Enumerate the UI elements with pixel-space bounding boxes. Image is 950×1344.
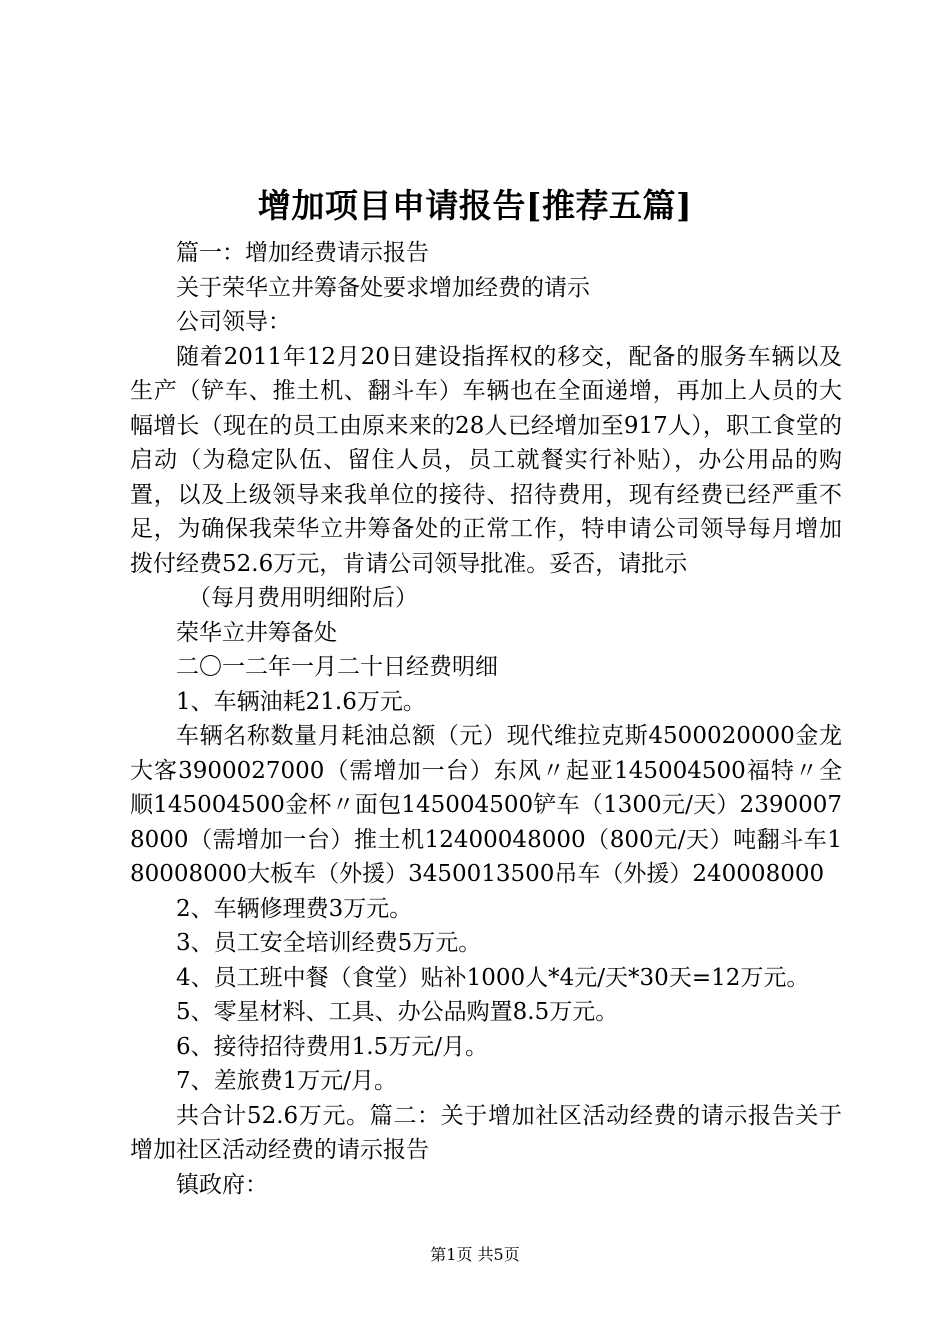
- document-body: [130, 236, 842, 1202]
- paragraph-item-6: 6、接待招待费用1.5万元/月。: [176, 1033, 488, 1060]
- paragraph-item-5: 5、零星材料、工具、办公品购置8.5万元。: [176, 999, 619, 1025]
- paragraph-item-3: 3、员工安全培训经费5万元。: [176, 930, 482, 956]
- document-title: 增加项目申请报告[推荐五篇]: [257, 186, 693, 225]
- paragraph-recipient: 镇政府：: [176, 1171, 268, 1198]
- paragraph-item-7: 7、差旅费1万元/月。: [176, 1068, 398, 1094]
- paragraph-sender: 荣华立井筹备处: [176, 619, 337, 646]
- paragraph-total-and-section-two: 共合计52.6万元。篇二：关于增加社区活动经费的请示报告关于增加社区活动经费的请示报告: [130, 1102, 842, 1163]
- page-number-footer: 第1页 共5页: [430, 1245, 520, 1264]
- paragraph-vehicle-list: 车辆名称数量月耗油总额（元）现代维拉克斯4500020000金龙大客3900027000（需增加一台）东风〃起亚145004500福特〃全顺145004500金杯〃面包145004500铲车（1300元/天）23900078000（需增加一台）推土机12400048000（800元/天）吨翻斗车180008000大板车（外援）3450013500吊车（外援）240008000: [130, 723, 842, 887]
- paragraph-item-1: 1、车辆油耗21.6万元。: [176, 688, 426, 715]
- paragraph-attachment-note: （每月费用明细附后）: [188, 585, 418, 611]
- paragraph-request-title: 关于荣华立井筹备处要求增加经费的请示: [176, 274, 590, 301]
- paragraph-section-heading: 篇一：增加经费请示报告: [176, 240, 429, 266]
- paragraph-main-request: 随着2011年12月20日建设指挥权的移交，配备的服务车辆以及生产（铲车、推土机、翻斗车）车辆也在全面递增，再加上人员的大幅增长（现在的员工由原来来的28人已经增加至917人），职工食堂的启动（为稳定队伍、留住人员，员工就餐实行补贴），办公用品的购置，以及上级领导来我单位的接待、招待费用，现有经费已经严重不足，为确保我荣华立井筹备处的正常工作，特申请公司领导每月增加拨付经费52.6万元，肯请公司领导批准。妥否，请批示: [130, 343, 842, 577]
- paragraph-item-2: 2、车辆修理费3万元。: [176, 895, 413, 922]
- paragraph-item-4: 4、员工班中餐（食堂）贴补1000人*4元/天*30天=12万元。: [176, 964, 810, 991]
- paragraph-date-details: 二〇一二年一月二十日经费明细: [176, 654, 498, 680]
- paragraph-salutation: 公司领导：: [176, 309, 291, 335]
